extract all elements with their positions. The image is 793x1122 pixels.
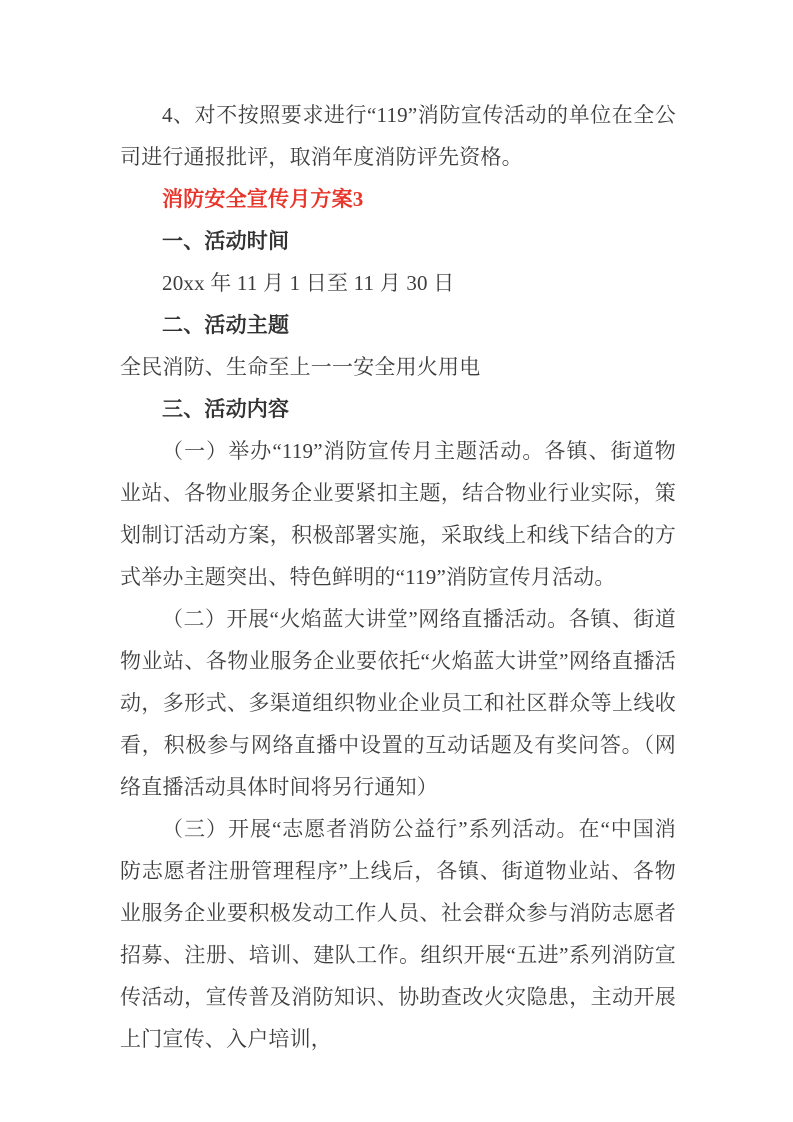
document-body xyxy=(120,94,676,1060)
paragraph-activity-time-value: 20xx 年 11 月 1 日至 11 月 30 日 xyxy=(162,271,455,295)
section-heading-activity-theme: 二、活动主题 xyxy=(162,313,290,337)
paragraph-penalty-item-4: 4、对不按照要求进行“119”消防宣传活动的单位在全公司进行通报批评，取消年度消防评先资格。 xyxy=(120,103,676,169)
document-title-plan-3: 消防安全宣传月方案3 xyxy=(162,187,364,211)
paragraph-content-item-3: （三）开展“志愿者消防公益行”系列活动。在“中国消防志愿者注册管理程序”上线后，各镇、街道物业站、各物业服务企业要积极发动工作人员、社会群众参与消防志愿者招募、注册、培训、建队工作。组织开展“五进”系列消防宣传活动，宣传普及消防知识、协助查改火灾隐患，主动开展上门宣传、入户培训， xyxy=(120,817,676,1051)
paragraph-content-item-1: （一）举办“119”消防宣传月主题活动。各镇、街道物业站、各物业服务企业要紧扣主题，结合物业行业实际，策划制订活动方案，积极部署实施，采取线上和线下结合的方式举办主题突出、特色鲜明的“119”消防宣传月活动。 xyxy=(120,439,676,589)
section-heading-activity-content: 三、活动内容 xyxy=(162,397,290,421)
section-heading-activity-time: 一、活动时间 xyxy=(162,229,290,253)
paragraph-content-item-2: （二）开展“火焰蓝大讲堂”网络直播活动。各镇、街道物业站、各物业服务企业要依托“火焰蓝大讲堂”网络直播活动，多形式、多渠道组织物业企业员工和社区群众等上线收看，积极参与网络直播中设置的互动话题及有奖问答。（网络直播活动具体时间将另行通知） xyxy=(120,607,676,799)
paragraph-activity-theme-value: 全民消防、生命至上一一安全用火用电 xyxy=(120,355,481,379)
